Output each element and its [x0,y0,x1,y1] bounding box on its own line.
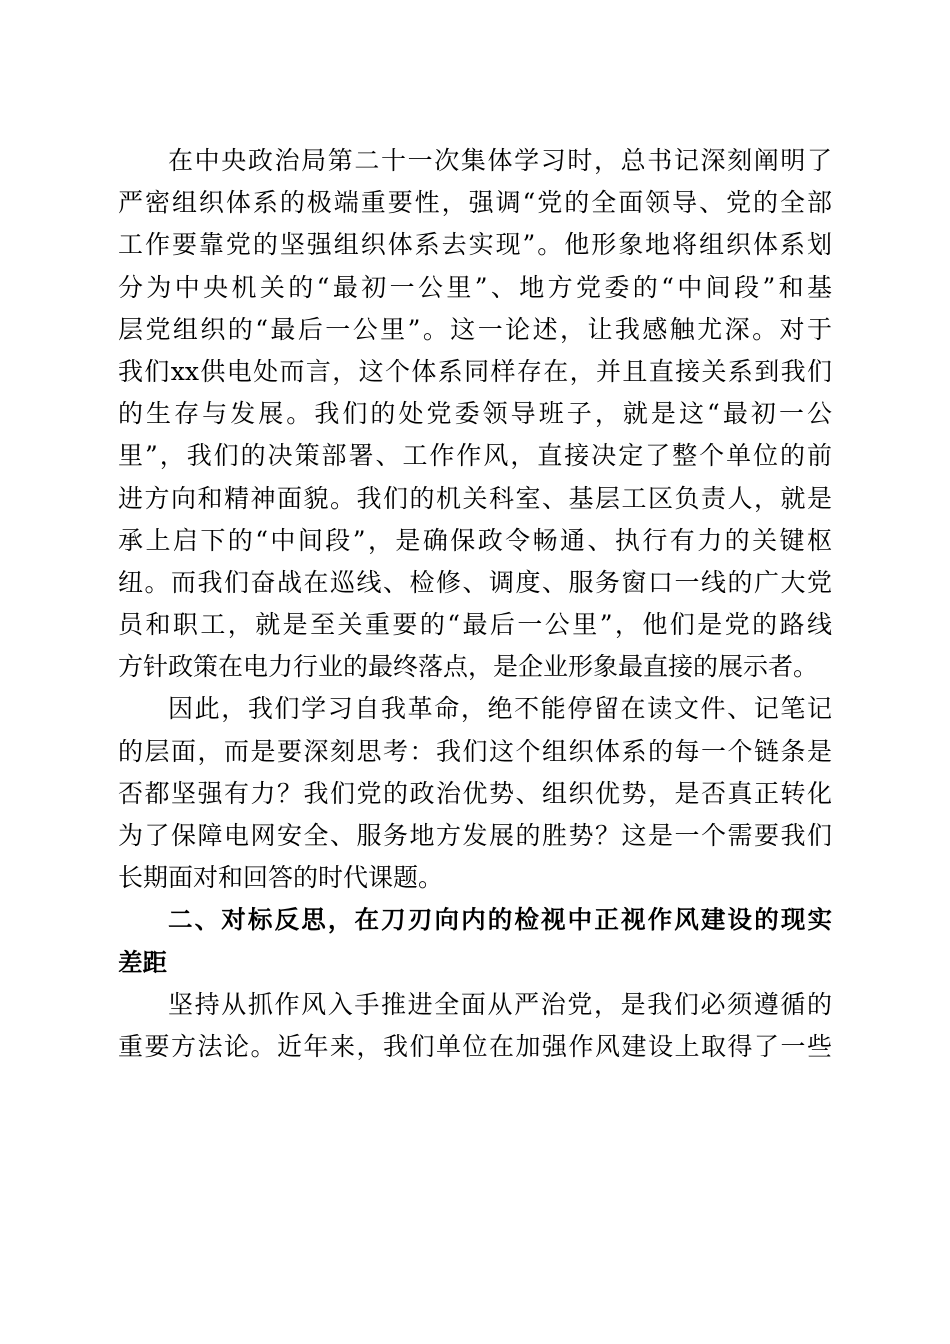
paragraph-2 [118,688,832,899]
paragraph-line: 进方向和精神面貌。我们的机关科室、基层工区负责人，就是 [118,483,832,513]
document-body [118,140,832,1068]
paragraph-line: 我们xx供电处而言，这个体系同样存在，并且直接关系到我们 [118,356,832,386]
paragraph-line: 坚持从抓作风入手推进全面从严治党，是我们必须遵循的 [168,989,832,1019]
paragraph-line: 在中央政治局第二十一次集体学习时，总书记深刻阐明了 [168,146,832,175]
paragraph-line: 因此，我们学习自我革命，绝不能停留在读文件、记笔记 [168,694,832,724]
section-heading [118,899,832,983]
paragraph-line: 承上启下的“中间段”，是确保政令畅通、执行有力的关键枢 [118,525,832,555]
paragraph-1 [118,140,832,688]
heading-line: 二、对标反思，在刀刃向内的检视中正视作风建设的现实 [168,905,832,935]
paragraph-3 [118,984,832,1068]
paragraph-line: 重要方法论。近年来，我们单位在加强作风建设上取得了一些 [118,1031,832,1061]
paragraph-line: 长期面对和回答的时代课题。 [118,863,444,893]
paragraph-line: 员和职工，就是至关重要的“最后一公里”，他们是党的路线 [118,610,832,640]
paragraph-line: 纽。而我们奋战在巡线、检修、调度、服务窗口一线的广大党 [118,567,832,597]
paragraph-line: 分为中央机关的“最初一公里”、地方党委的“中间段”和基 [118,272,832,302]
paragraph-line: 方针政策在电力行业的最终落点，是企业形象最直接的展示者。 [118,652,819,682]
paragraph-line: 严密组织体系的极端重要性，强调“党的全面领导、党的全部 [118,188,832,218]
paragraph-line: 为了保障电网安全、服务地方发展的胜势？这是一个需要我们 [118,821,832,850]
paragraph-line: 的层面，而是要深刻思考：我们这个组织体系的每一个链条是 [118,736,832,766]
paragraph-line: 的生存与发展。我们的处党委领导班子，就是这“最初一公 [118,399,832,429]
paragraph-line: 否都坚强有力？我们党的政治优势、组织优势，是否真正转化 [118,778,832,808]
heading-line: 差距 [118,947,167,977]
paragraph-line: 里”，我们的决策部署、工作作风，直接决定了整个单位的前 [118,441,832,471]
paragraph-line: 工作要靠党的坚强组织体系去实现”。他形象地将组织体系划 [118,230,832,260]
paragraph-line: 层党组织的“最后一公里”。这一论述，让我感触尤深。对于 [118,314,832,344]
